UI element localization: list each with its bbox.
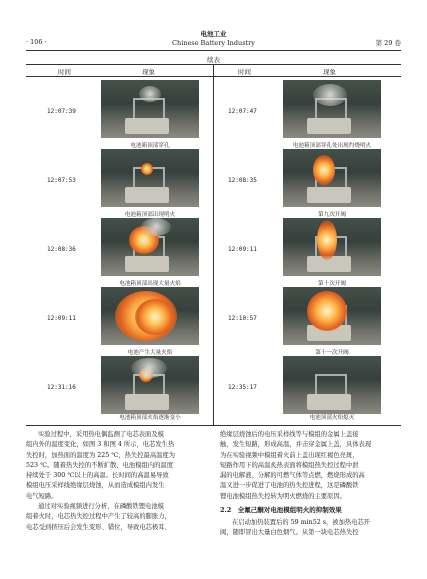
experiment-photo [101,80,199,138]
photo-caption: 电池箱顶部火焰逐渐变小 [119,415,181,421]
experiment-photo [101,356,199,414]
photo-caption: 第九次开阀 [318,212,346,218]
photo-caption: 第十一次开阀 [315,350,349,356]
experiment-photo [101,149,199,207]
table-row-time: 12:31:16 [47,384,76,391]
experiment-photo [283,218,381,276]
experiment-photo [283,80,381,138]
body-paragraph: 实验过程中，采用热电偶监测了电芯表面及模 组内外的温度变化，如图 3 和图 4 所示，电芯发生热 失控时，加热面的温度为 225 ℃，热失控最高温度为 523 ℃。随着热失控的不断扩散，电池模组内的温度 持续处于 300 ℃以上的高温。长时间的高温易导致 模组电压采样线绝缘层烧蚀，从而造成模组内发生 电气短路。 [26,431,176,500]
page-number: · 106 · [26,38,47,46]
right-col-phenomenon-header: 现象 [323,68,336,76]
journal-title-en: Chinese Battery Industry [172,39,255,47]
table-row-time: 12:09:11 [47,315,76,322]
table-row-time: 12:08:35 [228,177,257,184]
journal-title-cn: 电池工业 [200,30,227,38]
table-row-time: 12:09:11 [228,246,257,253]
volume-label: 第 29 卷 [375,39,401,47]
left-col-phenomenon-header: 现象 [142,68,155,76]
body-paragraph: 通过对实验视频进行分析，在磷酸铁锂电池模 组着火时，电芯热失控过程中产生了较高的膨胀力， 电芯受到挤压后会发生变形、错位，导致电芯极耳、 [26,503,171,531]
table-row-time: 12:10:57 [228,315,257,322]
table-column-divider [213,64,214,425]
photo-caption: 电池顶部火焰熄灭 [309,415,355,421]
experiment-photo [101,218,199,276]
table-row-time: 12:07:39 [47,108,76,115]
table-row-time: 12:08:36 [47,246,76,253]
experiment-photo [283,356,381,414]
photo-caption: 电池箱顶部穿孔 [130,143,170,149]
table-row-time: 12:07:47 [228,108,257,115]
section-heading: 2.2 全氟己酮对电池模组明火的抑制效果 [220,506,342,514]
photo-caption: 第十次开阀 [318,281,346,287]
table-row-time: 12:07:53 [47,177,76,184]
experiment-photo [101,287,199,345]
photo-caption: 电池箱顶部出现大量火焰 [119,281,181,287]
experiment-photo [283,287,381,345]
photo-caption: 电池产生大量火焰 [127,350,173,356]
body-paragraph: 绝缘层烧蚀后的电压采样线等与模组的金属上盖接 触，发生短路，形成高温，并击穿金属上盖，具体表现 为在实验视频中模组着火前上盖出现红褐色亮斑， 短路作用下的高温炙热表面将模组热失控过程中泄 漏的电解液、分解的可燃气体等点燃，燃烧形成的高 温又进一步促进了电池的热失控进程，这是磷酸铁 锂电池模组热失控转为明火燃烧的主要原因。 [220,431,372,500]
table-bottom-rule [26,425,401,426]
photo-caption: 电池箱顶部穿孔处出现灼烧明火 [292,143,372,149]
body-paragraph: 在启动加热装置后的 59 min52 s，被加热电芯开 阀，随即冒出大量白色烟气。从第一块电芯热失控 [220,519,371,537]
photo-caption: 电池箱顶部出现明火 [124,212,176,218]
right-col-time-header: 时间 [238,68,251,76]
left-col-time-header: 时间 [58,68,71,76]
header-rule [26,50,401,51]
experiment-photo [283,149,381,207]
table-continued-label: 续表 [207,56,220,64]
table-row-time: 12:35:17 [228,384,257,391]
